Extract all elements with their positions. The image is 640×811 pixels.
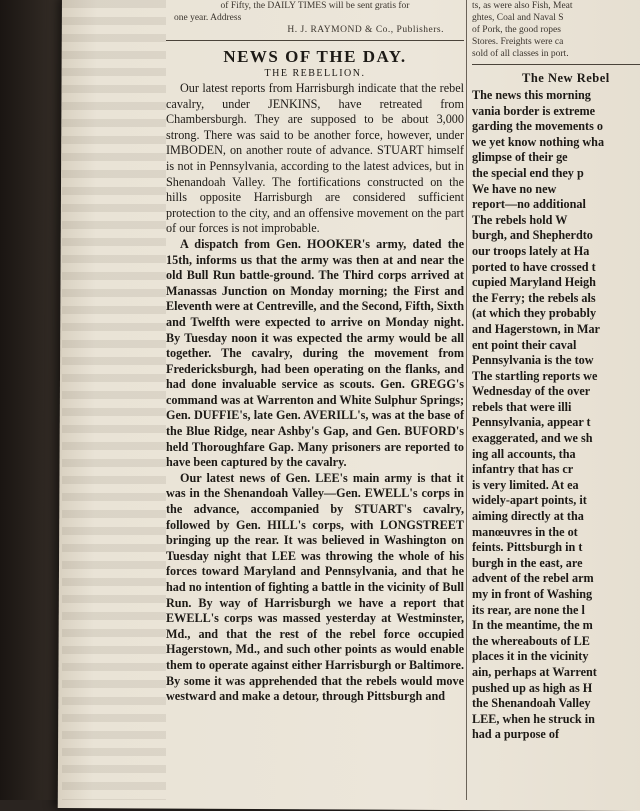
- paragraph-1: Our latest reports from Harrisburgh indicate that the rebel cavalry, under JENKINS, have retreated from Chambersburgh. They are supposed to be about 3,000 strong. There was said to be another force, however, under IMBODEN, on another route of advance. STUART himself is not in Pennsylvania, according to the latest advices, but in Shenandoah Valley. The fortifications constructed on the hills opposite Harrisburgh are considered sufficient protection to the city, and an offensive movement on the part of our forces is not improbable.: [166, 81, 464, 236]
- right-body-line: report—no additional: [472, 197, 586, 212]
- paragraph-2: A dispatch from Gen. HOOKER's army, dated the 15th, informs us that the army was then at and near the old Bull Run battle-ground. The Third corps arrived at Manassas Junction on Monday morning; the First and Eleventh were at Centreville, and the Second, Fifth, Sixth and Twelfth were expected to arrive on Monday night. By Tuesday noon it was expected the army would be all together. The cavalry, during the movement from Fredericksburgh, had been operating on the flanks, and had done invaluable service as scouts. Gen. GREGG's command was at Warrenton and White Sulphur Springs; Gen. DUFFIE's, late Gen. AVERILL's, was at the base of the Blue Ridge, near Ashby's Gap, and Gen. BUFORD's held Thoroughfare Gap. Many prisoners are reported to have been captured by the cavalry.: [166, 236, 464, 470]
- right-top-lines: [472, 0, 640, 60]
- right-body-line: The news this morning: [472, 88, 591, 102]
- right-body-line: exaggerated, and we sh: [472, 431, 593, 446]
- right-body-line: ent point their caval: [472, 337, 577, 352]
- right-body-line: my in front of Washing: [472, 587, 593, 601]
- right-body-line: advent of the rebel arm: [472, 571, 594, 586]
- right-body-line: Pennsylvania is the tow: [472, 353, 594, 368]
- right-body-line: the whereabouts of LE: [472, 633, 590, 648]
- masthead-line-2: one year. Address: [174, 13, 242, 23]
- right-body-line: the special end they p: [472, 165, 584, 180]
- right-top-line: ghtes, Coal and Naval S: [472, 13, 564, 23]
- right-body-line: glimpse of their ge: [472, 150, 568, 165]
- right-body-line: burgh, and Shepherdto: [472, 228, 593, 243]
- paragraph-3: Our latest news of Gen. LEE's main army is that it was in the Shenandoah Valley—Gen. EWELL's corps in the advance, accompanied by STUART's cavalry, followed by Gen. HILL's corps, with LONGSTREET bringing up the rear. It was believed in Washington on Tuesday night that LEE was throwing the whole of his forces toward Maryland and Pennsylvania, and that he had no intention of fighting a battle in the vicinity of Bull Run. By way of Harrisburgh we have a report that EWELL's corps was massed yesterday at Westminster, Md., and that the rest of the rebel force occupied Hagerstown, Md., and such other points as would enable them to operate against either Harrisburgh or Baltimore. By some it was apprehended that the rebels would move westward and make a detour, through Pittsburgh and: [166, 470, 464, 704]
- right-body-line: We have no new: [472, 181, 557, 196]
- right-body-line: Pennsylvania, appear t: [472, 415, 591, 430]
- masthead-note: [166, 0, 464, 36]
- article-headline: NEWS OF THE DAY.: [223, 47, 407, 66]
- right-body-line: feints. Pittsburgh in t: [472, 540, 583, 555]
- right-body-line: (at which they probably: [472, 306, 597, 321]
- main-column: [166, 0, 464, 705]
- right-top-line: of Pork, the good ropes: [472, 25, 561, 35]
- right-body-line: rebels that were illi: [472, 399, 572, 414]
- right-body-line: garding the movements o: [472, 119, 604, 134]
- right-body-line: had a purpose of: [472, 727, 560, 742]
- right-body-line: the Ferry; the rebels als: [472, 290, 596, 305]
- article-subhead: THE REBELLION.: [264, 68, 366, 79]
- right-body-line: burgh in the east, are: [472, 555, 583, 570]
- right-body-line: manœuvres in the ot: [472, 524, 578, 539]
- right-body-line: LEE, when he struck in: [472, 711, 595, 726]
- right-body-line: The rebels hold W: [472, 212, 568, 227]
- right-body-line: ing all accounts, tha: [472, 446, 576, 461]
- right-body-line: we yet know nothing wha: [472, 134, 605, 149]
- right-body-line: and Hagerstown, in Mar: [472, 321, 600, 336]
- right-body-line: In the meantime, the m: [472, 618, 593, 633]
- right-body-line: ain, perhaps at Warrent: [472, 664, 597, 679]
- right-body-line: places it in the vicinity: [472, 649, 589, 664]
- right-body-line: The startling reports we: [472, 368, 598, 383]
- right-top-line: ts, as were also Fish, Meat: [472, 1, 573, 11]
- masthead-line-1: of Fifty, the DAILY TIMES will be sent gratis for: [220, 1, 410, 11]
- column-rule: [466, 0, 467, 800]
- right-body-line: cupied Maryland Heigh: [472, 275, 596, 290]
- right-body-line: its rear, are none the l: [472, 602, 585, 617]
- right-column: [472, 0, 640, 800]
- right-body-line: our troops lately at Ha: [472, 243, 590, 258]
- publisher-line: H. J. RAYMOND & Co., Publishers.: [287, 25, 444, 35]
- right-divider: [472, 64, 640, 65]
- right-body-line: widely-apart points, it: [472, 493, 587, 508]
- right-body-line: Wednesday of the over: [472, 384, 591, 399]
- right-body-line: aiming directly at tha: [472, 509, 584, 524]
- right-top-line: Stores. Freights were ca: [472, 37, 564, 47]
- right-body-line: pushed up as high as H: [472, 680, 593, 695]
- right-body-line: ported to have crossed t: [472, 259, 596, 274]
- right-body: [472, 88, 640, 743]
- right-headline: The New Rebel: [522, 71, 610, 85]
- bleed-through-column: [62, 0, 166, 800]
- right-body-line: the Shenandoah Valley: [472, 696, 591, 711]
- right-body-line: is very limited. At ea: [472, 477, 579, 492]
- right-body-line: vania border is extreme: [472, 103, 596, 118]
- right-top-line: sold of all classes in port.: [472, 49, 569, 59]
- right-body-line: infantry that has cr: [472, 462, 574, 477]
- divider: [166, 40, 464, 41]
